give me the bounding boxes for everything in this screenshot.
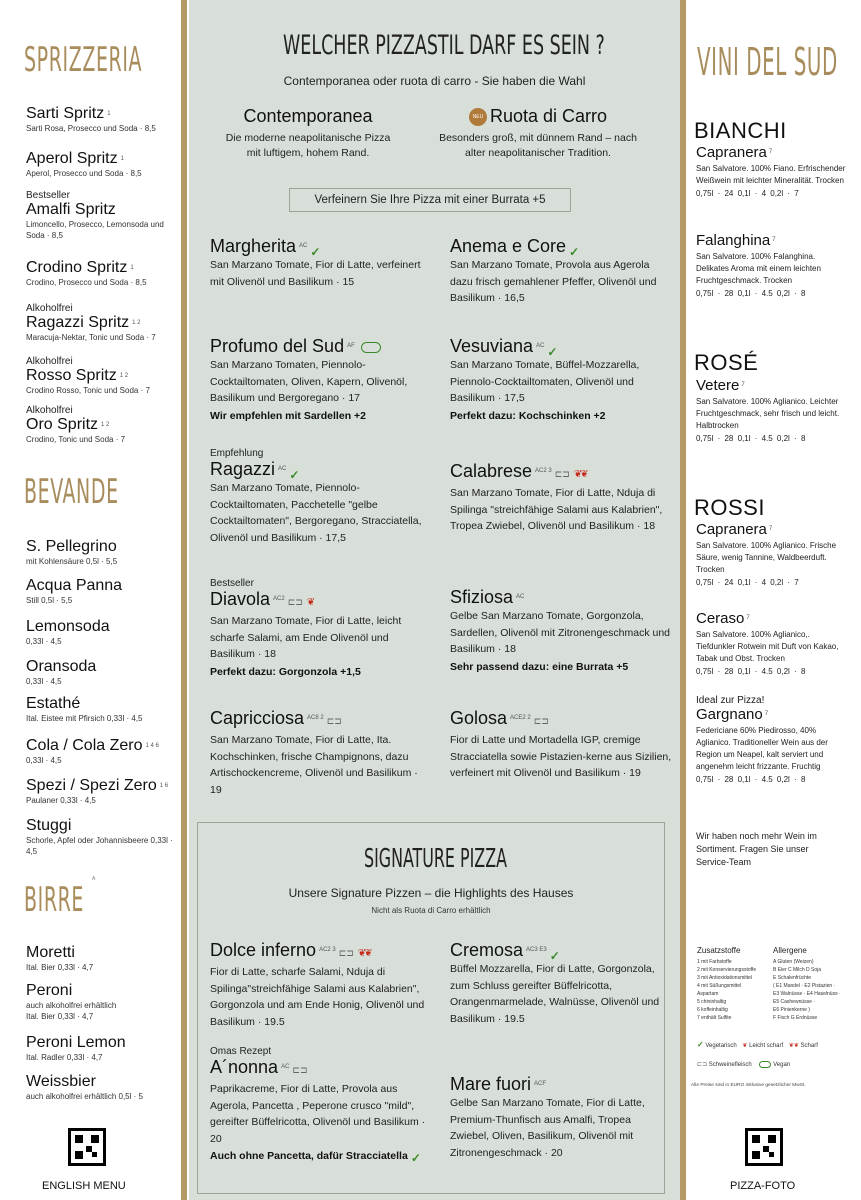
allergen-item: B Eier C Milch D Soja <box>773 967 822 973</box>
pizza-name-text: Anema e Core <box>450 236 567 256</box>
wine-name-text: Falanghina <box>696 232 771 249</box>
wine-item <box>696 144 846 198</box>
wine-desc: San Salvatore. 100% Aglianico. Frische Säure, wenig Tannine, Waldbeerduft. Trocken <box>696 541 837 574</box>
wine-name-text: Ceraso <box>696 610 745 627</box>
wine-price: 0,75l · 28 0,1l · 4.5 0,2l · 8 <box>696 775 806 784</box>
wine-sup: 7 <box>746 615 750 621</box>
legend-icons-row2 <box>697 1061 790 1068</box>
pizza-item <box>210 940 432 1030</box>
item-name <box>26 577 181 595</box>
veg-leaf-icon: ✓ <box>569 244 580 259</box>
pizza-item <box>450 461 672 535</box>
allergen-item: E6 Pinienkerne ) <box>773 1007 810 1013</box>
item-sup: 1 2 <box>132 320 141 326</box>
item-desc: mit Kohlensäure 0,5l · 5,5 <box>26 557 118 566</box>
item-name <box>26 367 176 385</box>
wine-sup: 7 <box>764 711 769 717</box>
wine-price: 0,75l · 28 0,1l · 4.5 0,2l · 8 <box>696 289 806 298</box>
item-name: Moretti <box>26 944 75 961</box>
beer-item <box>26 944 176 973</box>
legend-vegan: Vegan <box>773 1062 791 1069</box>
rec-text: Perfekt dazu: Kochschinken +2 <box>450 409 606 422</box>
wine-item <box>696 695 846 784</box>
item-sup: 1 4 6 <box>145 743 159 749</box>
item-desc: Schorle, Apfel oder Johannisbeere 0,33l · 4,5 <box>26 836 173 856</box>
rec-text: Perfekt dazu: Gorgonzola +1,5 <box>210 665 361 678</box>
item-sup: 1 2 <box>101 422 110 428</box>
pizza-name <box>210 336 432 357</box>
item-name-text: Aperol Spritz <box>26 150 118 167</box>
wine-sup: 7 <box>772 237 776 243</box>
pizza-name <box>450 461 672 485</box>
pizza-item <box>210 708 432 798</box>
vegan-icon <box>759 1061 771 1068</box>
allergen-tag: ACF <box>534 1081 547 1087</box>
zusatz-item: 1 mit Farbstoffe <box>697 959 732 965</box>
allergen-item: ( E1 Mandel · E2 Pistazien · <box>773 983 836 989</box>
wine-desc: San Salvatore. 100% Fiano. Erfrischender Weißwein mit leichter Mineralität. Trocken <box>696 164 846 185</box>
allergen-tag: AC2 3 <box>319 947 336 953</box>
wine-name-text: Gargnano <box>696 706 763 723</box>
zusatz-item: 7 enthält Sulfite <box>697 1015 732 1021</box>
new-badge-icon: NEU <box>469 108 487 126</box>
item-desc: auch alkoholfrei erhältlich 0,5l · 5 <box>26 1092 143 1101</box>
style-name: Ruota di Carro <box>489 106 608 126</box>
wine-item <box>696 521 846 587</box>
pizza-name <box>210 1057 432 1081</box>
item-desc: Crodino, Tonic und Soda · 7 <box>26 435 126 444</box>
beverage-item <box>26 538 181 567</box>
pizza-item <box>210 336 432 424</box>
item-name-text: Rosso Spritz <box>26 367 117 384</box>
zusatz-item: 3 mit Antioxidationsmittel <box>697 975 753 981</box>
beverage-item <box>26 658 181 687</box>
pizza-desc: San Marzano Tomate, Fior di Latte, Nduja di Spilinga "streichfähige Salami aus Kalabrien", Tropea Zwiebel, Olivenöl und Basilikum · 18 <box>450 487 663 532</box>
item-desc: Crodino Rosso, Tonic und Soda · 7 <box>26 386 150 395</box>
legend-scharf: Scharf <box>800 1043 818 1049</box>
price-note: Alle Preise sind in EURO inklusive gesetzlicher MwSt. <box>691 1083 806 1088</box>
pizza-name <box>450 708 672 732</box>
allergen-tag: AC2 3 <box>535 468 552 474</box>
wine-sup: 7 <box>741 382 745 388</box>
allergen-tag: AC <box>281 1064 290 1070</box>
legend-zusatz-title: Zusatzstoffe <box>697 946 741 955</box>
double-chili-icon: ❦❦ <box>573 469 587 480</box>
allergen-item: E3 Walnüsse · E4 Haselnüss · <box>773 991 841 997</box>
wine-tag: Ideal zur Pizza! <box>696 695 765 706</box>
allergen-tag: AC8 2 <box>307 715 324 721</box>
item-name-text: Cola / Cola Zero <box>26 737 143 754</box>
allergen-tag: AC <box>278 466 287 472</box>
section-title-sprizzeria: SPRIZZERIA <box>24 40 143 80</box>
pizza-item <box>210 1046 432 1164</box>
wine-name-text: Vetere <box>696 377 740 394</box>
double-chili-icon: ❦❦ <box>788 1043 799 1049</box>
pig-icon: ⊏⊐ <box>533 716 549 726</box>
pizza-desc: San Marzano Tomate, Provola aus Agerola dazu frisch gemahlener Pfeffer, Olivenöl und Basilikum · 16,5 <box>450 259 657 304</box>
pizza-desc: Gelbe San Marzano Tomate, Gorgonzola, Sardellen, Olivenöl mit Zitronengeschmack und Basilikum · 18 <box>450 610 671 655</box>
item-sup: 1 <box>120 156 124 162</box>
item-name <box>26 777 181 795</box>
allergen-tag: ACE2 2 <box>510 715 531 721</box>
pizza-item <box>450 336 672 424</box>
veg-leaf-icon: ✓ <box>549 948 560 963</box>
pizza-item <box>450 708 672 782</box>
wine-price: 0,75l · 28 0,1l · 4.5 0,2l · 8 <box>696 667 806 676</box>
item-name <box>26 538 181 556</box>
spritz-item <box>26 259 176 288</box>
wine-name-text: Capranera <box>696 144 767 161</box>
allergen-tag: AC3 E3 <box>526 947 547 953</box>
item-desc: 0,33l · 4,5 <box>26 637 62 646</box>
pig-icon: ⊏⊐ <box>338 948 354 958</box>
pig-icon: ⊏⊐ <box>287 597 303 607</box>
vegan-icon <box>361 342 381 353</box>
pizza-desc: Büffel Mozzarella, Fior di Latte, Gorgonzola, zum Schluss gereifter Büffelricotta, Orangenmarmelade, Walnüsse, Olivenöl und Basilikum · 19.5 <box>450 963 660 1025</box>
item-tag: Alkoholfrei <box>26 405 73 416</box>
item-name <box>26 737 181 755</box>
item-name <box>26 416 176 434</box>
item-desc: Paulaner 0,33l · 4,5 <box>26 796 96 805</box>
spritz-item <box>26 150 176 179</box>
item-name: Peroni Lemon <box>26 1034 126 1051</box>
pig-icon: ⊏⊐ <box>554 469 570 479</box>
item-tag: Alkoholfrei <box>26 303 73 314</box>
wine-sup: 7 <box>768 526 773 532</box>
pizza-name-text: Golosa <box>450 708 508 728</box>
veg-leaf-icon: ✓ <box>410 1150 421 1165</box>
pizza-desc: San Marzano Tomate, Piennolo-Cocktailtomaten, Pacchetelle "gelbe Cocktailtomaten", Bergoregano, Stracciatella, Olivenöl und Basilikum · 17,5 <box>210 482 422 544</box>
zusatz-item: 6 koffeinhaltig <box>697 1007 728 1013</box>
veg-leaf-icon: ✓ <box>697 1040 704 1049</box>
item-name-text: Oransoda <box>26 658 97 675</box>
wine-price: 0,75l · 24 0,1l · 4 0,2l · 7 <box>696 578 799 587</box>
legend-allergen-title: Allergene <box>773 946 807 955</box>
pizza-desc: San Marzano Tomate, Fior di Latte, verfeinert mit Olivenöl und Basilikum · 15 <box>210 259 421 288</box>
item-name <box>26 150 176 168</box>
pig-icon: ⊏⊐ <box>326 716 342 726</box>
pizza-item <box>450 587 672 675</box>
rec-text: Wir empfehlen mit Sardellen +2 <box>210 409 366 422</box>
qr-code-pizza-foto[interactable] <box>745 1128 783 1166</box>
pizza-item <box>210 236 432 290</box>
pizza-desc: Gelbe San Marzano Tomate, Fior di Latte, Premium-Thunfisch aus Amalfi, Tropea Zwiebel, Oliven, Basilikum, Olivenöl mit Zitronengeschmack · 20 <box>450 1097 645 1159</box>
item-name-text: Sarti Spritz <box>26 105 105 122</box>
pizza-name-text: Ragazzi <box>210 459 276 479</box>
pizza-item <box>210 578 432 680</box>
item-desc: 0,33l · 4,5 <box>26 677 62 686</box>
pizza-item <box>210 448 432 546</box>
item-sup: 1 2 <box>119 373 129 379</box>
veg-leaf-icon: ✓ <box>310 244 321 259</box>
item-desc: 0,33l · 4,5 <box>26 756 62 765</box>
wine-name <box>696 232 846 249</box>
beer-item <box>26 1034 176 1063</box>
pizza-recommendation <box>450 660 672 675</box>
wine-name <box>696 377 846 394</box>
item-desc: Crodino, Prosecco und Soda · 8,5 <box>26 278 147 287</box>
item-name: Peroni <box>26 982 73 999</box>
pizza-name <box>210 708 432 732</box>
divider-right <box>680 0 686 1200</box>
pizza-tag: Bestseller <box>210 578 254 589</box>
wine-item <box>696 377 846 443</box>
chili-icon: ❦ <box>306 597 314 608</box>
pizza-name-text: A´nonna <box>210 1057 279 1077</box>
pizza-recommendation <box>210 665 432 680</box>
spritz-item <box>26 190 176 241</box>
wine-item <box>696 232 846 298</box>
style-ruota <box>438 106 638 161</box>
zusatz-item: 4 mit Süßungsmittel <box>697 983 742 989</box>
item-name <box>26 314 176 332</box>
divider-left <box>181 0 187 1200</box>
pizza-name <box>450 1074 672 1095</box>
pizza-name <box>450 587 672 608</box>
pizza-name-text: Vesuviana <box>450 336 534 356</box>
pizza-recommendation <box>210 1149 432 1164</box>
pizza-name <box>210 459 432 480</box>
pizza-name-text: Profumo del Sud <box>210 336 345 356</box>
pizza-name <box>450 940 672 961</box>
legend-leicht: Leicht scharf <box>749 1043 784 1049</box>
pizza-desc: San Marzano Tomate, Fior di Latte, leicht scharfe Salami, am Ende Olivenöl und Basilikum · 18 <box>210 615 402 660</box>
beverage-item <box>26 618 181 647</box>
spritz-item <box>26 356 176 396</box>
pizza-item <box>450 940 672 1027</box>
spritz-item <box>26 405 176 445</box>
beverage-item <box>26 777 181 806</box>
pizza-name <box>210 236 432 257</box>
double-chili-icon: ❦❦ <box>357 948 371 959</box>
item-name <box>26 817 181 835</box>
pizza-name-text: Capricciosa <box>210 708 305 728</box>
item-desc: Ital. Eistee mit Pfirsich 0,33l · 4,5 <box>26 714 143 723</box>
zusatz-item: 5 chininhaltig <box>697 999 727 1005</box>
item-sup: 1 <box>130 265 134 271</box>
item-name <box>26 201 176 219</box>
pizza-name <box>450 336 672 357</box>
pizza-desc: San Marzano Tomate, Fior di Latte, Ita. Kochschinken, frische Champignons, dazu Artischockencreme, Olivenöl und Basilikum · 19 <box>210 734 418 796</box>
style-desc: Die moderne neapolitanische Pizza mit luftigem, hohem Rand. <box>225 132 391 159</box>
beverage-item <box>26 577 181 606</box>
pig-icon: ⊏⊐ <box>292 1065 308 1075</box>
allergen-item: E5 Cashewnüsse · <box>773 999 815 1005</box>
item-name-text: Estathé <box>26 695 81 712</box>
more-wine-note: Wir haben noch mehr Wein im Sortiment. Fragen Sie unser Service-Team <box>696 831 817 867</box>
pizza-desc: Fior di Latte, scharfe Salami, Nduja di Spilinga"streichfähige Salami aus Kalabrien", Gorgonzola und am Ende Honig, Olivenöl und Basilikum · 19.5 <box>210 966 425 1028</box>
allergen-item: E Schalenfrüchte <box>773 975 812 981</box>
style-contemporanea <box>218 106 398 161</box>
pizza-recommendation <box>210 409 432 424</box>
item-desc: Ital. Radler 0,33l · 4,7 <box>26 1053 103 1062</box>
pizza-name-text: Calabrese <box>450 461 533 481</box>
spritz-item <box>26 105 176 134</box>
pizza-tag: Empfehlung <box>210 448 264 459</box>
section-title-vini: VINI DEL SUD <box>697 40 838 84</box>
wine-desc: San Salvatore. 100% Aglianico,. Tiefdunkler Rotwein mit Duft von Kakao, Tabak und Obst. Trocken <box>696 630 839 663</box>
legend-icons-row1 <box>697 1040 818 1049</box>
wine-desc: Federiciane 60% Piedirosso, 40% Aglianico. Traditioneller Wein aus der Region um Neapel, kalt serviert und angenehm leicht frizzante. Fruchtig <box>696 726 828 771</box>
signature-subtitle: Unsere Signature Pizzen – die Highlights des Hauses <box>288 886 574 900</box>
pizza-name <box>210 940 432 964</box>
section-title-bevande: BEVANDE <box>24 472 119 512</box>
wine-name <box>696 521 846 538</box>
wine-name <box>696 706 846 723</box>
item-name <box>26 658 181 676</box>
veg-leaf-icon: ✓ <box>289 467 300 482</box>
wine-name <box>696 610 846 627</box>
item-name <box>26 695 181 713</box>
wine-sup: 7 <box>768 149 773 155</box>
item-tag: Alkoholfrei <box>26 356 73 367</box>
wine-cat-rose: ROSÉ <box>694 350 759 375</box>
wine-cat-bianchi: BIANCHI <box>694 118 787 143</box>
signature-title: SIGNATURE PIZZA <box>364 844 507 874</box>
pizza-name-text: Sfiziosa <box>450 587 514 607</box>
item-name-text: Lemonsoda <box>26 618 110 635</box>
wine-price: 0,75l · 24 0,1l · 4 0,2l · 7 <box>696 189 799 198</box>
legend-schwein: Schweinefleisch <box>708 1062 752 1069</box>
rec-text: Auch ohne Pancetta, dafür Stracciatella <box>210 1150 408 1162</box>
rec-text: Sehr passend dazu: eine Burrata +5 <box>450 660 629 673</box>
wine-desc: San Salvatore. 100% Aglianico. Leichter Fruchtgeschmack, sehr frisch und leicht. Halbtrocken <box>696 397 840 430</box>
pizza-recommendation <box>450 409 672 424</box>
item-desc: Sarti Rosa, Prosecco und Soda · 8,5 <box>26 124 156 133</box>
legend-veg: Vegetarisch <box>705 1043 737 1049</box>
item-name <box>26 618 181 636</box>
item-sup: 1 6 <box>159 783 169 789</box>
beverage-item <box>26 695 181 724</box>
pizza-desc: San Marzano Tomate, Büffel-Mozzarella, Piennolo-Cocktailtomaten, Olivenöl und Basilikum · 17,5 <box>450 359 640 404</box>
item-name <box>26 259 176 277</box>
item-name-text: Stuggi <box>26 817 72 834</box>
item-desc: Maracuja-Nektar, Tonic und Soda · 7 <box>26 333 156 342</box>
item-name-text: Spezi / Spezi Zero <box>26 777 157 794</box>
wine-desc: San Salvatore. 100% Falanghina. Delikates Aroma mit einem leichten Fruchtgeschmack. Trocken <box>696 252 821 285</box>
item-name-text: Amalfi Spritz <box>26 201 116 218</box>
allergen-tag: AC <box>299 243 308 249</box>
pizza-item <box>450 1074 672 1161</box>
item-name: Weissbier <box>26 1073 96 1090</box>
item-name-text: Acqua Panna <box>26 577 123 594</box>
zusatz-item: 2 mit Konservierungsstoffe <box>697 967 757 973</box>
pizza-desc: Paprikacreme, Fior di Latte, Provola aus Agerola, Pancetta , Peperone crusco "mild", gereifter Büffelricotta, Olivenöl und Basilikum · 20 <box>210 1083 426 1145</box>
item-desc: Ital. Bier 0,33l · 4,7 <box>26 963 94 972</box>
beer-item <box>26 982 176 1022</box>
item-desc: Aperol, Prosecco und Soda · 8,5 <box>26 169 142 178</box>
wine-cat-rossi: ROSSI <box>694 495 765 520</box>
veg-leaf-icon: ✓ <box>547 344 558 359</box>
zusatz-item: Aspartam <box>697 991 719 997</box>
pizza-desc: San Marzano Tomaten, Piennolo-Cocktailtomaten, Oliven, Kapern, Olivenöl, Basilikum und Bergoregano · 17 <box>210 359 408 404</box>
spritz-item <box>26 303 176 343</box>
allergen-tag: AC <box>516 594 525 600</box>
center-subtitle: Contemporanea oder ruota di carro - Sie haben die Wahl <box>283 74 586 88</box>
style-desc: Besonders groß, mit dünnem Rand – nach alter neapolitanischer Tradition. <box>439 132 637 159</box>
signature-note: Nicht als Ruota di Carro erhältlich <box>371 906 491 915</box>
pizza-name-text: Margherita <box>210 236 297 256</box>
wine-name-text: Capranera <box>696 521 767 538</box>
pizza-item <box>450 236 672 307</box>
allergen-item: A Gluten (Weizen) <box>773 959 814 965</box>
item-tag: Bestseller <box>26 190 70 201</box>
item-name-text: Crodino Spritz <box>26 259 128 276</box>
item-name <box>26 105 176 123</box>
pizza-tag: Omas Rezept <box>210 1046 272 1057</box>
birre-sup: A <box>92 876 96 882</box>
pizza-name <box>450 236 672 257</box>
beverage-item <box>26 817 181 857</box>
item-name-text: Oro Spritz <box>26 416 99 433</box>
pizza-desc: Fior di Latte und Mortadella IGP, cremige Stracciatella sowie Pistazien-kerne aus Sizilien, verfeinert mit Olivenöl und Basilikum · 19 <box>450 734 672 779</box>
pizza-name-text: Diavola <box>210 589 271 609</box>
item-desc: Limoncello, Prosecco, Lemonsoda und Soda · 8,5 <box>26 220 164 240</box>
chili-icon: ❦ <box>742 1043 748 1049</box>
wine-item <box>696 610 846 676</box>
beverage-item <box>26 737 181 766</box>
item-desc: Still 0,5l · 5,5 <box>26 596 73 605</box>
allergen-tag: AF <box>347 343 355 349</box>
english-menu-label[interactable]: ENGLISH MENU <box>42 1180 126 1192</box>
allergen-tag: AC2 <box>273 596 285 602</box>
section-title-birre: BIRRE <box>24 880 85 920</box>
legend-allergene <box>773 958 841 1022</box>
pig-icon: ⊏⊐ <box>697 1062 708 1069</box>
wine-price: 0,75l · 28 0,1l · 4.5 0,2l · 8 <box>696 434 806 443</box>
item-desc: auch alkoholfrei erhältlich Ital. Bier 0,33l · 4,7 <box>26 1001 117 1021</box>
beer-item <box>26 1073 176 1102</box>
wine-name <box>696 144 846 161</box>
pizza-name-text: Cremosa <box>450 940 524 960</box>
style-name: Contemporanea <box>243 106 373 126</box>
pizza-name-text: Mare fuori <box>450 1074 532 1094</box>
item-name-text: Ragazzi Spritz <box>26 314 130 331</box>
pizza-name-text: Dolce inferno <box>210 940 317 960</box>
center-title: WELCHER PIZZASTIL DARF ES SEIN ? <box>283 30 605 61</box>
pizza-foto-label[interactable]: PIZZA-FOTO <box>730 1180 796 1192</box>
burrata-note: Verfeinern Sie Ihre Pizza mit einer Burrata +5 <box>289 188 571 212</box>
item-sup: 1 <box>107 111 111 117</box>
allergen-tag: AC <box>536 343 545 349</box>
qr-code-english[interactable] <box>68 1128 106 1166</box>
pizza-name <box>210 589 432 613</box>
legend-zusatz <box>697 958 756 1022</box>
item-name-text: S. Pellegrino <box>26 538 117 555</box>
allergen-item: F Fisch G Erdnüsse <box>773 1015 818 1021</box>
